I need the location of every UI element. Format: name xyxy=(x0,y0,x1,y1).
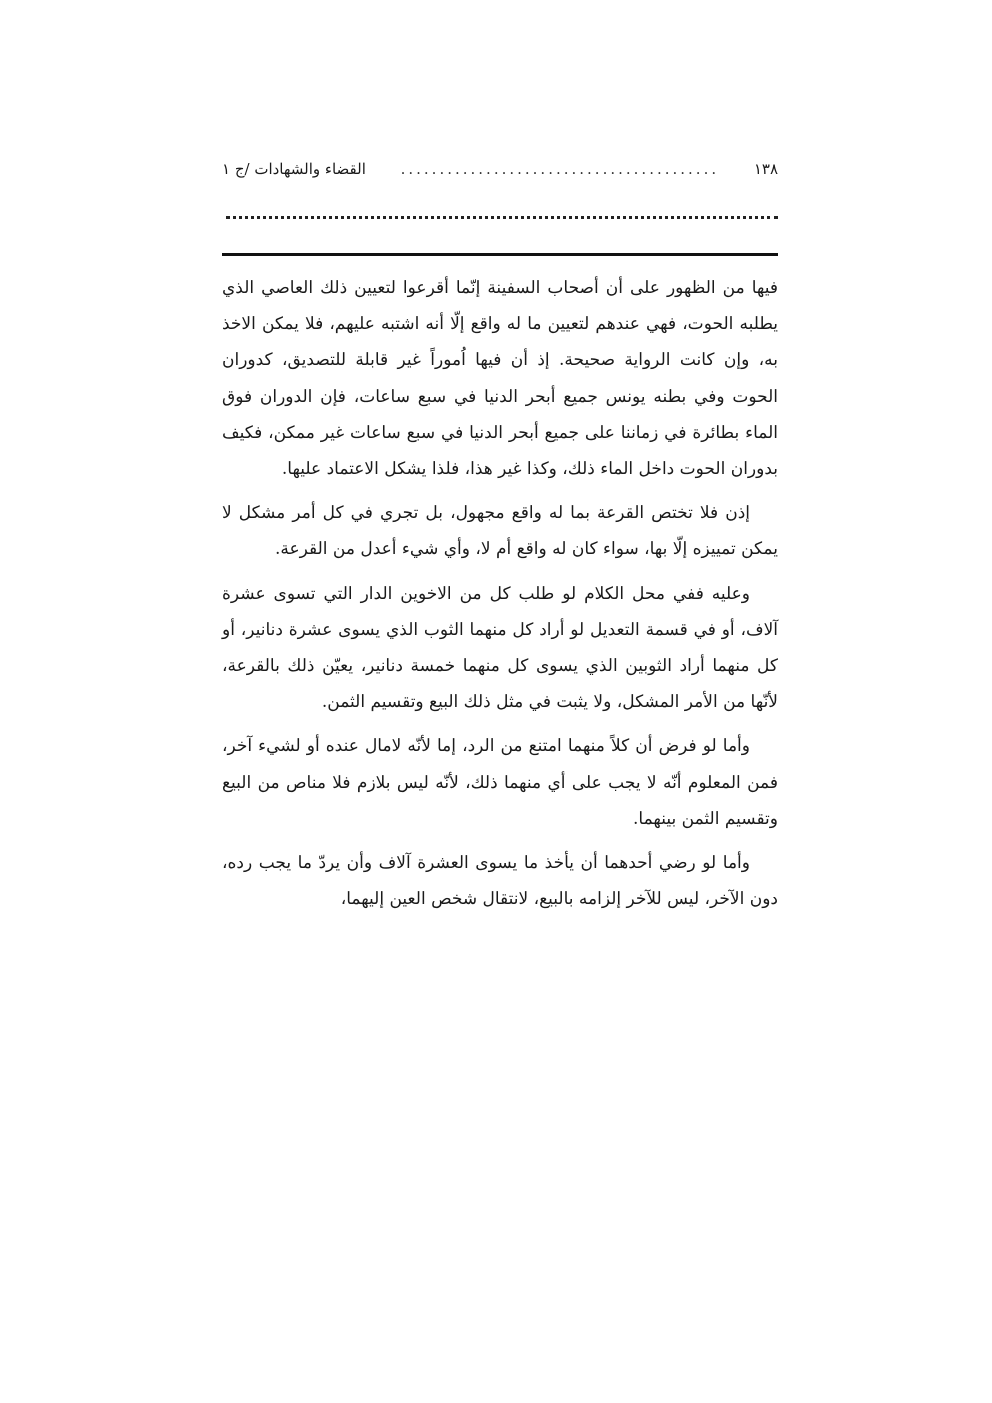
running-title: القضاء والشهادات /ج ١ xyxy=(222,160,366,178)
header-rule xyxy=(222,253,778,256)
book-page xyxy=(222,160,778,925)
page-header xyxy=(222,160,778,188)
page-number: ١٣٨ xyxy=(753,160,778,178)
paragraph-5: وأما لو رضي أحدهما أن يأخذ ما يسوى العشرة آلاف وأن يردّ ما يجب رده، دون الآخر، ليس للآخر إلزامه بالبيع، لانتقال شخص العين إليهما، xyxy=(222,853,778,910)
paragraph-3: وعليه ففي محل الكلام لو طلب كل من الاخوين الدار التي تسوى عشرة آلاف، أو في قسمة التعديل لو أراد كل منهما الثوب الذي يسوى عشرة دنانير، أو كل منهما أراد الثوبين الذي يسوى كل منهما خمسة دنانير، يعيّن ذلك بالقرعة، لأنّها من الأمر المشكل، ولا يثبت في مثل ذلك البيع وتقسيم الثمن. xyxy=(222,583,778,713)
paragraph-1: فيها من الظهور على أن أصحاب السفينة إنّما أقرعوا لتعيين ذلك العاصي الذي يطلبه الحوت، فهي عندهم لتعيين ما له واقع إلّا أنه اشتبه عليهم، فلا يمكن الاخذ به، وإن كانت الرواية صحيحة. إذ أن فيها اُموراً غير قابلة للتصديق، كدوران الحوت وفي بطنه يونس جميع أبحر الدنيا في سبع ساعات، فإن الدوران فوق الماء بطائرة في زماننا على جميع أبحر الدنيا في سبع ساعات غير ممكن، فكيف بدوران الحوت داخل الماء ذلك، وكذا غير هذا، فلذا يشكل الاعتماد عليها. xyxy=(222,278,778,480)
header-dot-leader: ......................................... xyxy=(400,160,720,178)
dotted-separator xyxy=(226,202,778,219)
paragraph-4: وأما لو فرض أن كلاً منهما امتنع من الرد، إما لأنّه لامال عنده أو لشيء آخر، فمن المعلوم أنّه لا يجب على أي منهما ذلك، لأنّه ليس بلازم فلا مناص من البيع وتقسيم الثمن بينهما. xyxy=(222,736,778,829)
body-text xyxy=(222,270,778,917)
paragraph-2: إذن فلا تختص القرعة بما له واقع مجهول، بل تجري في كل أمر مشكل لا يمكن تمييزه إلّا بها، سواء كان له واقع أم لا، وأي شيء أعدل من القرعة. xyxy=(222,503,778,560)
